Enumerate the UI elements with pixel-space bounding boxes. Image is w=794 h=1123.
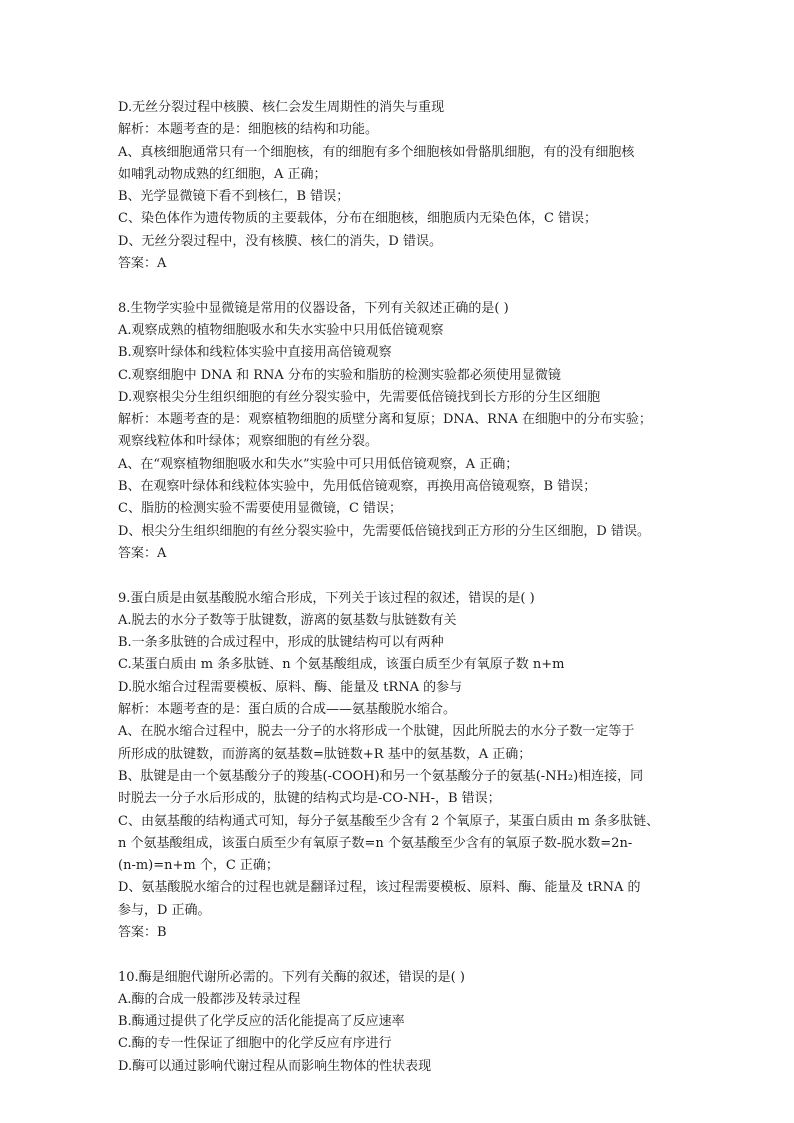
analysis-line: C、染色体作为遗传物质的主要载体，分布在细胞核，细胞质内无染色体，C 错误； — [118, 211, 598, 227]
option-b: B.一条多肽链的合成过程中，形成的肽键结构可以有两种 — [118, 635, 444, 651]
analysis-line: A、在“观察植物细胞吸水和失水”实验中可只用低倍镜观察，A 正确； — [118, 456, 519, 472]
analysis-line: 参与，D 正确。 — [118, 902, 211, 918]
spacer — [118, 944, 690, 966]
analysis-line: (n-m)=n+m 个，C 正确； — [118, 858, 279, 874]
option-b: B.酶通过提供了化学反应的活化能提高了反应速率 — [118, 1014, 405, 1030]
option-a: A.脱去的水分子数等于肽键数，游离的氨基数与肽链数有关 — [118, 612, 457, 628]
option-c: C.某蛋白质由 m 条多肽链、n 个氨基酸组成，该蛋白质至少有氧原子数 n+m — [118, 657, 565, 673]
answer-line: 答案：B — [118, 924, 167, 940]
analysis-heading: 解析：本题考查的是：蛋白质的合成——氨基酸脱水缩合。 — [118, 702, 457, 718]
analysis-line: A、在脱水缩合过程中，脱去一分子的水将形成一个肽键，因此所脱去的水分子数一定等于 — [118, 724, 635, 740]
question-8 — [118, 298, 690, 566]
spacer — [118, 565, 690, 587]
option-d: D.无丝分裂过程中核膜、核仁会发生周期性的消失与重现 — [118, 100, 445, 115]
analysis-line: 所形成的肽键数，而游离的氨基数=肽链数+R 基中的氨基数，A 正确； — [118, 746, 532, 762]
option-d: D.酶可以通过影响代谢过程从而影响生物体的性状表现 — [118, 1058, 432, 1074]
analysis-line: 时脱去一分子水后形成的，肽键的结构式均是-CO-NH-，B 错误； — [118, 791, 501, 807]
option-b: B.观察叶绿体和线粒体实验中直接用高倍镜观察 — [118, 345, 392, 361]
answer-line: 答案：A — [118, 545, 167, 561]
question-stem: 8.生物学实验中显微镜是常用的仪器设备，下列有关叙述正确的是( ) — [118, 300, 509, 316]
analysis-line: C、脂肪的检测实验不需要使用显微镜，C 错误； — [118, 501, 403, 517]
option-c: C.酶的专一性保证了细胞中的化学反应有序进行 — [118, 1036, 392, 1052]
question-7-tail — [118, 97, 690, 275]
analysis-line: n 个氨基酸组成，该蛋白质至少有氧原子数=n 个氨基酸至少含有的氧原子数-脱水数=2n- — [118, 835, 633, 851]
question-9 — [118, 588, 690, 945]
option-a: A.酶的合成一般都涉及转录过程 — [118, 991, 301, 1007]
analysis-line: D、无丝分裂过程中，没有核膜、核仁的消失，D 错误。 — [118, 233, 442, 249]
analysis-line: 如哺乳动物成熟的红细胞，A 正确； — [118, 166, 327, 182]
document-page — [118, 97, 690, 1078]
analysis-line: C、由氨基酸的结构通式可知，每分子氨基酸至少含有 2 个氧原子，某蛋白质由 m 条多肽链、 — [118, 813, 660, 829]
analysis-heading: 解析：本题考查的是：细胞核的结构和功能。 — [118, 122, 379, 138]
analysis-heading: 解析：本题考查的是：观察植物细胞的质壁分离和复原；DNA、RNA 在细胞中的分布实验； — [118, 412, 652, 428]
question-stem: 10.酶是细胞代谢所必需的。下列有关酶的叙述，错误的是( ) — [118, 969, 465, 985]
analysis-line: D、根尖分生组织细胞的有丝分裂实验中，先需要低倍镜找到正方形的分生区细胞，D 错误。 — [118, 523, 650, 539]
answer-line: 答案：A — [118, 256, 167, 272]
spacer — [118, 275, 690, 297]
analysis-line: B、肽键是由一个氨基酸分子的羧基(-COOH)和另一个氨基酸分子的氨基(-NH₂)相连接，同 — [118, 768, 644, 784]
question-stem: 9.蛋白质是由氨基酸脱水缩合形成，下列关于该过程的叙述，错误的是( ) — [118, 590, 535, 606]
option-d: D.脱水缩合过程需要模板、原料、酶、能量及 tRNA 的参与 — [118, 679, 463, 695]
option-c: C.观察细胞中 DNA 和 RNA 分布的实验和脂肪的检测实验都必须使用显微镜 — [118, 367, 561, 383]
analysis-line: D、氨基酸脱水缩合的过程也就是翻译过程，该过程需要模板、原料、酶、能量及 tRNA 的 — [118, 880, 641, 896]
analysis-line: B、光学显微镜下看不到核仁，B 错误； — [118, 189, 350, 205]
analysis-line: 观察线粒体和叶绿体；观察细胞的有丝分裂。 — [118, 434, 379, 450]
analysis-line: B、在观察叶绿体和线粒体实验中，先用低倍镜观察，再换用高倍镜观察，B 错误； — [118, 479, 597, 495]
analysis-line: A、真核细胞通常只有一个细胞核，有的细胞有多个细胞核如骨骼肌细胞，有的没有细胞核 — [118, 144, 635, 160]
option-d: D.观察根尖分生组织细胞的有丝分裂实验中，先需要低倍镜找到长方形的分生区细胞 — [118, 389, 601, 405]
option-a: A.观察成熟的植物细胞吸水和失水实验中只用低倍镜观察 — [118, 322, 444, 338]
question-10 — [118, 967, 690, 1078]
